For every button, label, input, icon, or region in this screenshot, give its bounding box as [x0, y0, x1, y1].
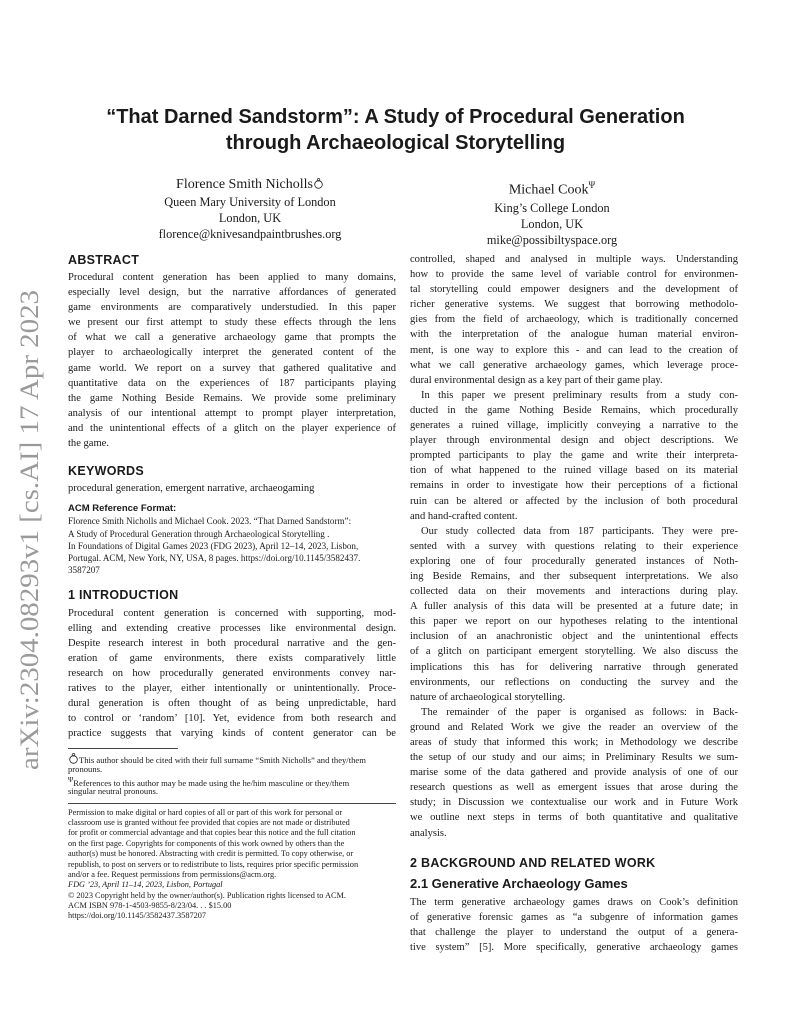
text-line: game world. We report on a survey that gathered qualitative and	[68, 362, 396, 374]
text-line: tive system” [5]. More specifically, generative archaeology games	[410, 941, 738, 953]
author-name: Florence Smith Nicholls	[176, 177, 313, 192]
text-line: player through environmental design and object descriptions. We	[410, 435, 738, 447]
text-line: Procedural content generation has been applied to many domains,	[68, 272, 396, 283]
text-line: and the unintentional effects of a glitch on the player experience of	[68, 422, 396, 434]
footnote-1: This author should be cited with their full surname “Smith Nicholls” and they/them	[68, 753, 396, 764]
paragraph	[410, 895, 738, 955]
paper-title	[60, 104, 731, 156]
text-line: © 2023 Copyright held by the owner/author(s). Publication rights licensed to ACM.	[68, 890, 346, 900]
acm-reference-body	[68, 515, 396, 576]
section-2-heading: 2 BACKGROUND AND RELATED WORK	[410, 855, 656, 870]
text-line: that challenge the player to understand the output of a genera-	[410, 926, 738, 938]
text-line: ment, is one way to explore this - and can lead to the creation of	[410, 344, 738, 356]
author-location: London, UK	[218, 211, 282, 225]
text-line: gies from the field of archaeology, which is traditionally concerned	[410, 314, 738, 326]
text-line: analysis.	[410, 827, 447, 839]
text-line: research questions as well as emergent issues that arose during the	[410, 782, 738, 794]
text-line: Despite research interest in both procedural narrative and the gen-	[68, 637, 396, 649]
text-line: how to provide the same level of variable control for environmen-	[410, 269, 738, 281]
introduction-body	[68, 606, 396, 742]
text-line: of generative forensic games as “a subgenre of information games	[410, 911, 738, 923]
text-line: classroom use is granted without fee provided that copies are not made or distributed	[68, 817, 350, 827]
person-icon	[68, 753, 79, 764]
author-name: Michael Cook	[508, 182, 589, 198]
text-line: study; in Discussion we contextualise our work and in Future Work	[410, 797, 738, 809]
text-line: exploring one of four procedurally generated instances of Noth-	[410, 555, 738, 567]
paragraph	[410, 524, 738, 705]
text-line: ACM ISBN 978-1-4503-9855-8/23/04. . . $15.00	[68, 901, 232, 911]
author-affiliation: Queen Mary University of London	[164, 195, 336, 209]
text-line: ground and Related Work we give the reader an overview of the	[410, 721, 738, 733]
text-line: player to archaeologically interpret the generated content of the	[68, 347, 396, 359]
author-block-1	[135, 176, 365, 242]
section-2-1-heading: 2.1 Generative Archaeology Games	[410, 875, 628, 891]
text-line: game environments are comparatively understudied. In this paper	[68, 302, 396, 314]
text-line: and hand-crafted content.	[410, 510, 518, 522]
abstract-body	[68, 270, 396, 451]
text-line: quantitative data on the experiences of 187 participants playing	[68, 377, 396, 389]
text-line: The remainder of the paper is organised as follows: in Back-	[421, 706, 738, 718]
text-line: on the first page. Copyrights for components of this work owned by others than the	[68, 838, 345, 848]
text-line: A Study of Procedural Generation through Archaeological Storytelling .	[68, 528, 330, 539]
text-line: The term generative archaeology games draws on Cook’s definition	[410, 896, 738, 908]
text-line: remains in order to investigate how their perceptions of a fictional	[410, 480, 738, 492]
text-line: elling and extending creative processes like environmental design.	[68, 622, 396, 634]
paragraph	[410, 705, 738, 841]
text-line: the game.	[68, 438, 109, 450]
title-line-1: “That Darned Sandstorm”: A Study of Procedural Generation	[106, 106, 685, 128]
text-line: we present our first attempt to study these effects through the lens	[68, 317, 396, 329]
text-line: 3587207	[68, 565, 100, 576]
left-column	[68, 252, 396, 922]
right-column	[410, 252, 738, 955]
text-line: richer generative systems. We suggest that borrowing methodolo-	[410, 299, 738, 311]
text-line: collected data on their movements and interactions during play.	[410, 586, 738, 598]
text-line: tal storytelling could empower designers and the development of	[410, 284, 738, 296]
text-line: with the interpretation of the analogue human material environ-	[410, 329, 738, 341]
text-line: areas of study that informed this work; in Methodology we describe	[410, 737, 738, 748]
permission-rule	[68, 803, 396, 804]
text-line: author(s) must be honored. Abstracting with credit is permitted. To copy otherwise, or	[68, 849, 354, 859]
text-line: FDG ’23, April 11–14, 2023, Lisbon, Portugal	[68, 880, 223, 890]
text-line: for profit or commercial advantage and that copies bear this notice and the full citation	[68, 828, 356, 838]
text-line: eration of game environments, there exists comparatively little	[68, 652, 396, 664]
text-line: Portugal. ACM, New York, NY, USA, 8 pages. https://doi.org/10.1145/3582437.	[68, 553, 361, 564]
arxiv-stamp-text: arXiv:2304.08293v1 [cs.AI] 17 Apr 2023	[15, 338, 44, 770]
text-line: we outline next steps in terms of both quantitative and qualitative	[410, 812, 738, 824]
text-line: pronouns.	[68, 763, 103, 774]
text-line: dural generation is often thought of as being unpredictable, hard	[68, 698, 396, 710]
text-line: inclusion of an anachronistic object and the unintentional effects	[410, 631, 738, 643]
title-line-2: through Archaeological Storytelling	[225, 132, 566, 154]
introduction-heading: 1 INTRODUCTION	[68, 587, 179, 602]
text-line[interactable]: https://doi.org/10.1145/3582437.3587207	[68, 911, 207, 921]
author-location: London, UK	[520, 216, 584, 231]
text-line: to control or ‘random’ [10]. Yet, evidence from both research and	[68, 713, 396, 725]
keywords-heading: KEYWORDS	[68, 464, 145, 479]
text-line: the setup of our study and our aims; in Preliminary Results we sum-	[410, 752, 738, 764]
text-line: A fuller analysis of this data will be presented at a future date; in	[410, 601, 738, 613]
text-line: Florence Smith Nicholls and Michael Cook. 2023. “That Darned Sandstorm”:	[68, 516, 352, 527]
text-line: ing Beside Remains, and ther subsequent interpretations. We also	[410, 570, 738, 582]
text-line: implications this has for delivering narrative through generated	[410, 661, 738, 673]
footnote-rule	[68, 748, 178, 749]
text-line: In Foundations of Digital Games 2023 (FDG 2023), April 12–14, 2023, Lisbon,	[68, 540, 359, 551]
text-line: research on how procedurally generated environments convey nar-	[68, 668, 396, 680]
text-line: the game Nothing Beside Remains. We provide some preliminary	[68, 392, 396, 404]
text-line: ducted in the game Nothing Beside Remains, which procedurally	[410, 404, 738, 416]
author-affiliation: King’s College London	[494, 200, 610, 215]
text-line: republish, to post on servers or to redistribute to lists, requires prior specific permission	[68, 859, 359, 869]
text-line: marise some of the data gathered and provide analysis of one of our	[410, 767, 738, 779]
text-line: practice suggests that varying kinds of content generator can be	[68, 728, 396, 740]
psi-mark: Ψ	[68, 775, 74, 784]
text-line: ruin can be altered or affected by the inclusion of both procedural	[410, 495, 738, 507]
permission-block	[68, 808, 396, 922]
person-icon	[313, 178, 324, 189]
psi-mark: Ψ	[588, 180, 596, 190]
text-line: dural environmental design as a key part of their game play.	[410, 374, 663, 386]
text-line: of a glitch on participant emergent storytelling. We also discuss the	[410, 646, 738, 658]
text-line: Our study collected data from 187 participants. They were pre-	[421, 525, 738, 537]
text-line: this paper we report on our hypotheses relating to the intentional	[410, 616, 738, 628]
text-line: prompted participants to play the game and write their interpreta-	[410, 450, 738, 462]
text-line: tion of what happened to the ruined village based on its material	[410, 465, 738, 477]
keywords-text: procedural generation, emergent narrative, archaeogaming	[68, 483, 315, 495]
text-line: environments, our reflections on conducting the survey and the	[410, 676, 738, 688]
paragraph	[410, 252, 738, 388]
author-email[interactable]: florence@knivesandpaintbrushes.org	[158, 227, 342, 241]
author-block-2	[437, 176, 667, 248]
text-line: controlled, shaped and analysed in multiple ways. Understanding	[410, 254, 738, 265]
text-line: singular neutral pronouns.	[68, 785, 158, 796]
paragraph	[410, 388, 738, 524]
footnote-2: $^\Psi$References to this author may be made using the he/him masculine or they/them	[68, 775, 350, 788]
text-line: In this paper we present preliminary results from a study con-	[421, 389, 738, 401]
text-line: sented with a survey with questions relating to their experience	[410, 540, 738, 552]
acm-reference-heading: ACM Reference Format:	[68, 503, 177, 515]
text-line: analysis of our intentional attempt to prompt player interpretation,	[68, 407, 396, 419]
text-line: generates a ruined village, implicitly conveying a narrative to the	[410, 420, 738, 432]
text-line: of what we call a generative archaeology game that prompts the	[68, 332, 396, 344]
abstract-heading: ABSTRACT	[68, 253, 140, 267]
arxiv-stamp	[4, 280, 48, 780]
text-line: nature of archaeological storytelling.	[410, 691, 566, 703]
author-email[interactable]: mike@possibiltyspace.org	[486, 232, 618, 247]
footnotes	[68, 753, 396, 797]
text-line: what we call generative archaeology games, which leverage proce-	[410, 359, 738, 371]
text-line: and/or a fee. Request permissions from permissions@acm.org.	[68, 869, 277, 879]
text-line: Procedural content generation is concerned with supporting, mod-	[68, 607, 396, 619]
text-line: ratives to the player, either intentionally or unintentionally. Proce-	[68, 683, 396, 695]
text-line: Permission to make digital or hard copies of all or part of this work for personal or	[68, 807, 343, 817]
text-line: especially level design, but the narrative affordances of generated	[68, 287, 396, 299]
